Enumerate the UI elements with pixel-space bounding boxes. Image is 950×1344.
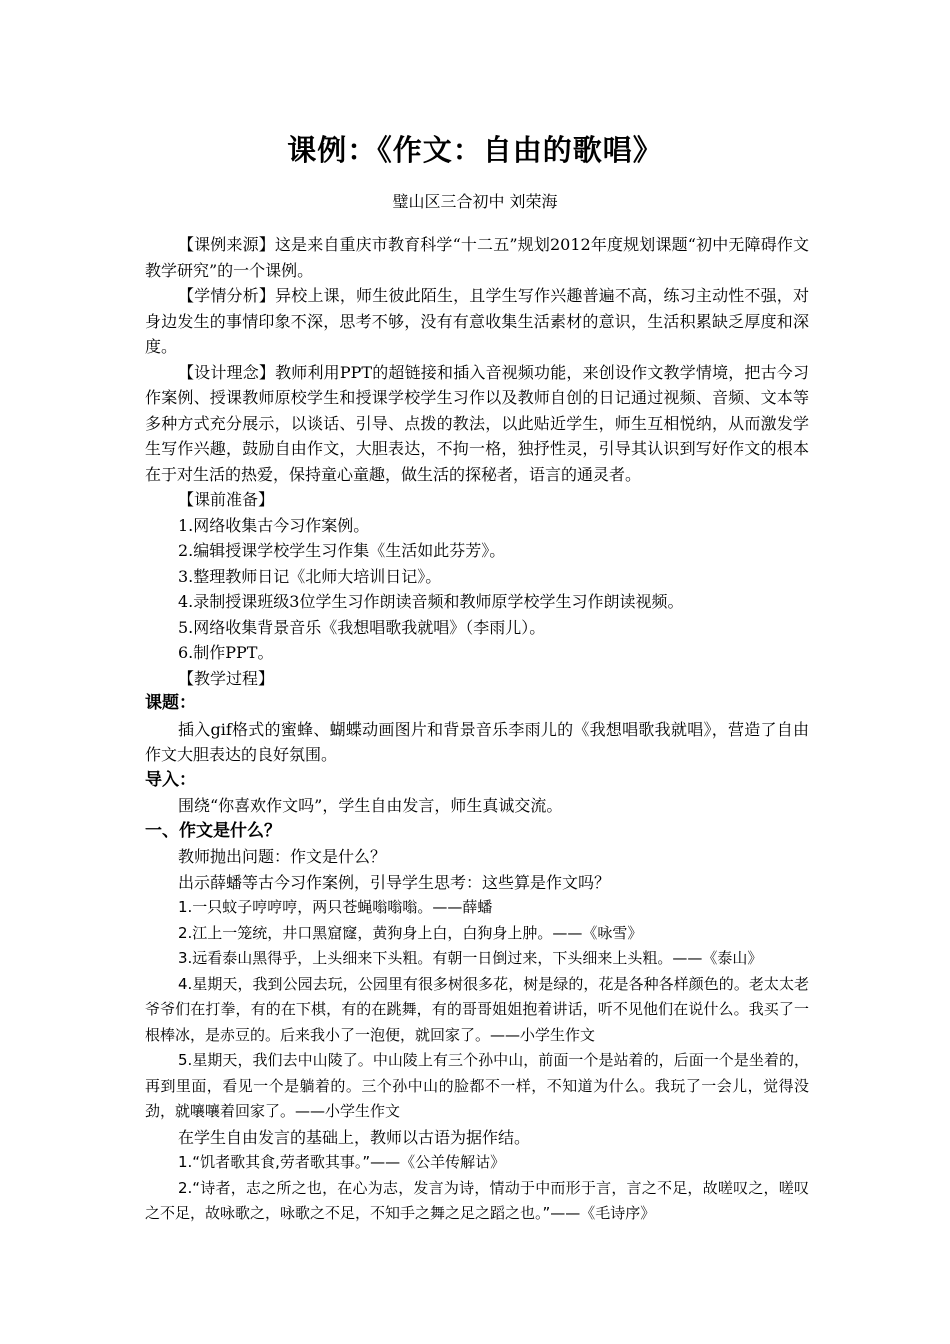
prep-item-6: 6.制作PPT。 — [178, 643, 274, 662]
prep-item-5: 5.网络收集背景音乐《我想唱歌我就唱》（李雨儿）。 — [178, 617, 546, 637]
prep-item-2: 2.编辑授课学校学生习作集《生活如此芬芳》。 — [178, 541, 506, 560]
example-5: 5.星期天，我们去中山陵了。中山陵上有三个孙中山，前面一个是站着的，后面一个是坐着的，再到里面，看见一个是躺着的。三个孙中山的脸都不一样，不知道为什么。我玩了一会儿，觉得没劲，就嚷嚷着回家了。——小学生作文 — [145, 1051, 809, 1120]
paragraph-daoru: 围绕“你喜欢作文吗”，学生自由发言，师生真诚交流。 — [178, 796, 563, 815]
page-title: 课例：《作文：自由的歌唱》 — [287, 133, 663, 167]
quote-2: 2.“诗者，志之所之也，在心为志，发言为诗，情动于中而形于言，言之不足，故嗟叹之，嗟叹之不足，故咏歌之，咏歌之不足，不知手之舞之足之蹈之也。”——《毛诗序》 — [145, 1178, 809, 1222]
example-4: 4.星期天，我到公园去玩，公园里有很多树很多花，树是绿的，花是各种各样颜色的。老太太老爷爷们在打拳，有的在下棋，有的在跳舞，有的哥哥姐姐抱着讲话，听不见他们在说什么。我买了一根棒冰，是赤豆的。后来我小了一泡便，就回家了。——小学生作文 — [145, 974, 809, 1044]
example-1: 1.一只蚊子哼哼哼，两只苍蝇嗡嗡嗡。——薛蟠 — [178, 898, 493, 916]
prep-item-4: 4.录制授课班级3位学生习作朗读音频和教师原学校学生习作朗读视频。 — [178, 592, 684, 611]
paragraph-keti: 插入gif格式的蜜蜂、蝴蝶动画图片和背景音乐李雨儿的《我想唱歌我就唱》，营造了自由作文大胆表达的良好氛围。 — [145, 719, 809, 764]
example-3: 3.远看泰山黑得乎，上头细来下头粗。有朝一日倒过来，下头细来上头粗。——《泰山》 — [178, 949, 763, 967]
paragraph-analysis: 【学情分析】异校上课，师生彼此陌生，且学生写作兴趣普遍不高，练习主动性不强，对身边发生的事情印象不深，思考不够，没有有意收集生活素材的意识，生活积累缺乏厚度和深度。 — [145, 286, 809, 356]
prep-item-1: 1.网络收集古今习作案例。 — [178, 515, 370, 535]
prep-item-3: 3.整理教师日记《北师大培训日记》。 — [178, 566, 442, 586]
document-body — [145, 232, 809, 1227]
section-heading-one: 一、作文是什么？ — [145, 820, 281, 841]
section-heading-keti: 课题： — [145, 693, 196, 713]
paragraph-after: 在学生自由发言的基础上，教师以古语为据作结。 — [178, 1127, 531, 1147]
author-line: 璧山区三合初中 刘荣海 — [392, 192, 558, 211]
section-heading-daoru: 导入： — [145, 769, 196, 790]
process-heading: 【教学过程】 — [178, 668, 275, 688]
quote-1: 1.“饥者歌其食,劳者歌其事。”——《公羊传解诂》 — [178, 1153, 506, 1171]
example-2: 2.江上一笼统，井口黑窟窿，黄狗身上白，白狗身上肿。——《咏雪》 — [178, 923, 643, 942]
paragraph-question-2: 出示薛蟠等古今习作案例，引导学生思考：这些算是作文吗？ — [178, 872, 611, 892]
paragraph-concept: 【设计理念】教师利用PPT的超链接和插入音视频功能，来创设作文教学情境，把古今习作案例、授课教师原校学生和授课学校学生习作以及教师自创的日记通过视频、音频、文本等多种方式充分展示，以谈话、引导、点拨的教法，以此贴近学生，师生互相悦纳，从而激发学生写作兴趣，鼓励自由作文，大胆表达，不拘一格，独抒性灵，引导其认识到写好作文的根本在于对生活的热爱，保持童心童趣，做生活的探秘者，语言的通灵者。 — [145, 362, 809, 484]
prep-heading: 【课前准备】 — [178, 490, 275, 509]
paragraph-question-1: 教师抛出问题：作文是什么？ — [178, 847, 387, 866]
paragraph-source: 【课例来源】这是来自重庆市教育科学“十二五”规划2012年度规划课题“初中无障碍作文教学研究”的一个课例。 — [145, 235, 809, 280]
